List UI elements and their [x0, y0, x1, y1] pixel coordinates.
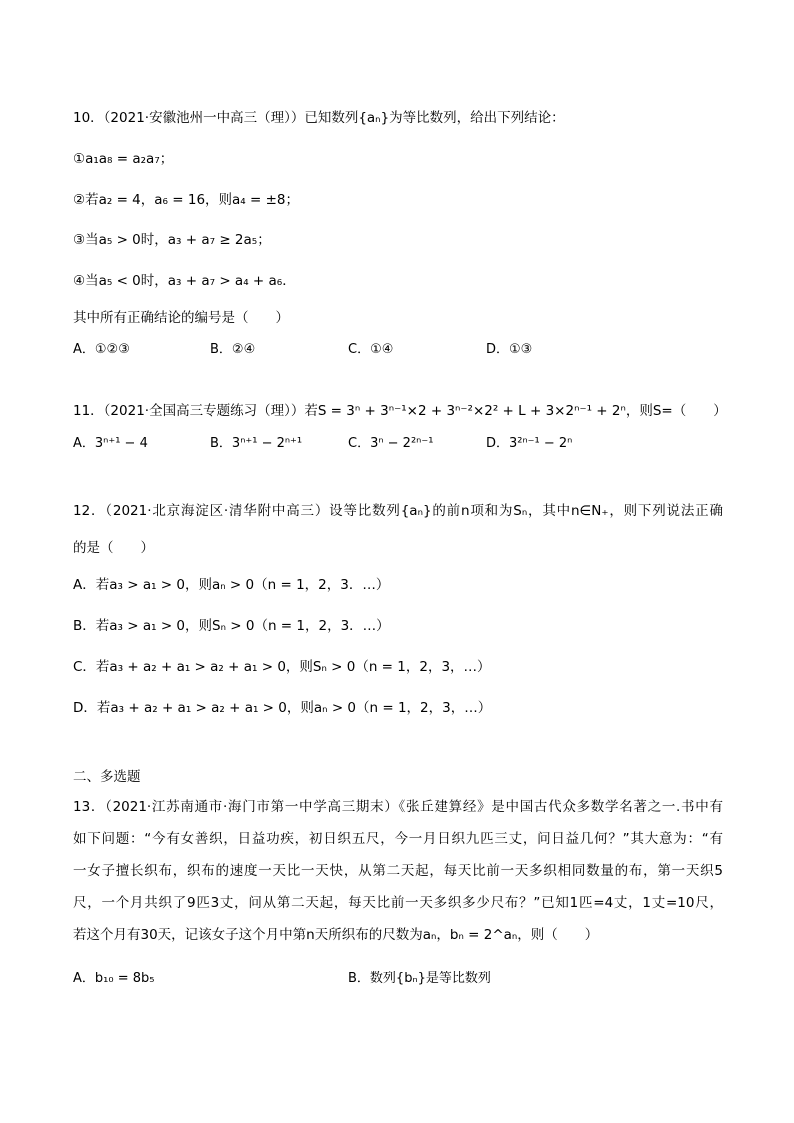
- q10-option-c: C．①④: [348, 342, 394, 357]
- q13-line-3: 一女子擅长织布，织布的速度一天比一天快，从第二天起，每天比前一天多织相同数量的布，第一天织5: [73, 863, 723, 879]
- q13-line-5: 若这个月有30天，记该女子这个月中第n天所织布的尺数为aₙ，bₙ = 2^aₙ，则（ ）: [73, 927, 599, 943]
- q12-option-c: C．若a₃ + a₂ + a₁ > a₂ + a₁ > 0，则Sₙ > 0（n = 1，2，3，…）: [73, 659, 491, 675]
- q10-option-d: D．①③: [486, 342, 533, 357]
- q10-statement-3: ③当a₅ > 0时，a₃ + a₇ ≥ 2a₅；: [73, 232, 271, 248]
- q10-header: 10．（2021·安徽池州一中高三（理））已知数列{aₙ}为等比数列，给出下列结论：: [73, 110, 565, 126]
- q11-option-b: B．3ⁿ⁺¹ − 2ⁿ⁺¹: [210, 436, 303, 451]
- q10-statement-4: ④当a₅ < 0时，a₃ + a₇ > a₄ + a₆．: [73, 273, 296, 289]
- q10-prompt: 其中所有正确结论的编号是（ ）: [73, 310, 289, 326]
- q13-line-4: 尺，一个月共织了9匹3丈，问从第二天起，每天比前一天多织多少尺布？”已知1匹=4丈，1丈=10尺，: [73, 895, 723, 911]
- section-title-multi-choice: 二、多选题: [73, 769, 141, 785]
- q10-statement-1: ①a₁a₈ = a₂a₇；: [73, 151, 174, 167]
- q13-line-2: 如下问题：“今有女善织，日益功疾，初日织五尺，今一月日织九匹三丈，问日益几何？”其大意为：“有: [73, 831, 723, 847]
- q12-option-a: A．若a₃ > a₁ > 0，则aₙ > 0（n = 1，2，3．…）: [73, 577, 390, 593]
- q11-option-a: A．3ⁿ⁺¹ − 4: [73, 436, 148, 451]
- q12-header-line-2: 的是（ ）: [73, 540, 154, 556]
- q13-option-b: B．数列{bₙ}是等比数列: [348, 971, 491, 986]
- q10-option-a: A．①②③: [73, 342, 130, 357]
- q11-option-c: C．3ⁿ − 2²ⁿ⁻¹: [348, 436, 434, 451]
- q12-header-line-1: 12．（2021·北京海淀区·清华附中高三）设等比数列{aₙ}的前n项和为Sₙ，其中n∈N₊，则下列说法正确: [73, 503, 723, 519]
- q13-option-a: A．b₁₀ = 8b₅: [73, 971, 155, 986]
- q12-option-d: D．若a₃ + a₂ + a₁ > a₂ + a₁ > 0，则aₙ > 0（n = 1，2，3，…）: [73, 700, 492, 716]
- q11-option-d: D．3²ⁿ⁻¹ − 2ⁿ: [486, 436, 573, 451]
- q10-statement-2: ②若a₂ = 4，a₆ = 16，则a₄ = ±8；: [73, 192, 300, 208]
- q10-option-b: B．②④: [210, 342, 256, 357]
- q13-line-1: 13．（2021·江苏南通市·海门市第一中学高三期末）《张丘建算经》是中国古代众多数学名著之一.书中有: [73, 799, 723, 815]
- q11-header: 11．（2021·全国高三专题练习（理））若S = 3ⁿ + 3ⁿ⁻¹×2 + 3ⁿ⁻²×2² + L + 3×2ⁿ⁻¹ + 2ⁿ，则S=（ ）: [73, 403, 727, 419]
- q12-option-b: B．若a₃ > a₁ > 0，则Sₙ > 0（n = 1，2，3．…）: [73, 618, 390, 634]
